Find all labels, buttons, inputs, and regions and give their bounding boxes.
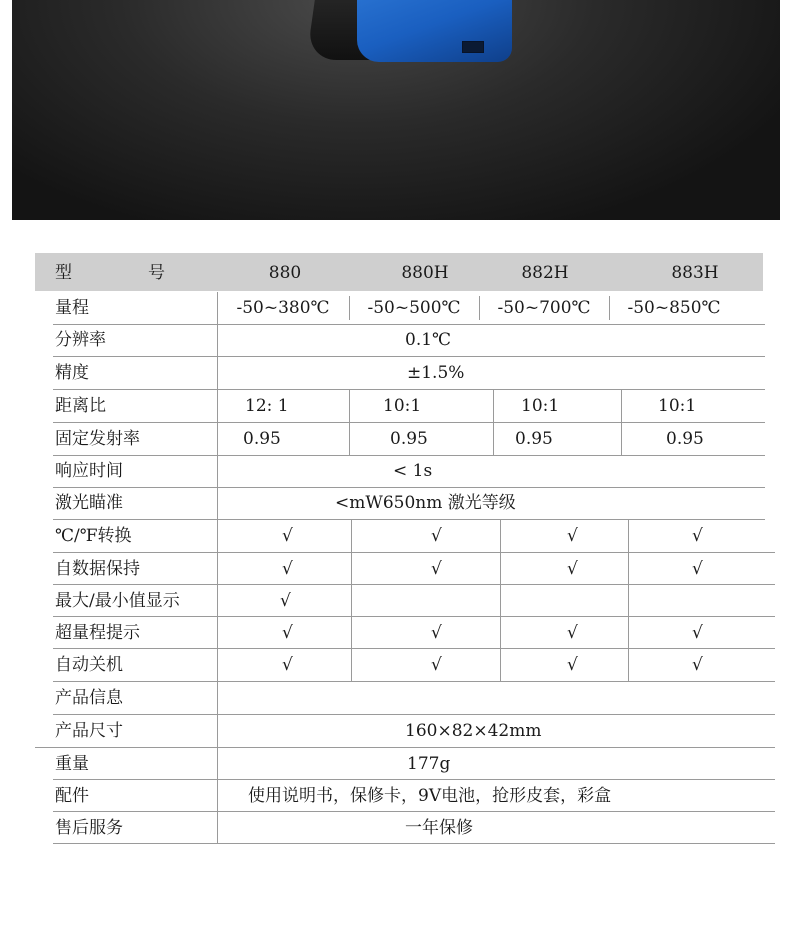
row-divider	[53, 681, 775, 682]
header-model-883h: 883H	[671, 263, 719, 283]
row-divider	[53, 843, 775, 844]
row-divider	[53, 455, 765, 456]
range-882h: -50~700℃	[497, 298, 591, 318]
row-label: 超量程提示	[55, 623, 140, 643]
table-row-max-min	[35, 585, 775, 617]
row-label: 产品信息	[55, 688, 123, 708]
row-divider	[53, 811, 775, 812]
auto-off-880: √	[282, 655, 293, 675]
table-row-size	[35, 715, 775, 747]
range-883h: -50~850℃	[627, 298, 721, 318]
row-divider	[53, 584, 775, 585]
weight-value: 177g	[407, 754, 451, 774]
row-label: 自动关机	[55, 655, 123, 675]
row-divider	[53, 389, 765, 390]
over-range-880h: √	[431, 623, 442, 643]
after-sales-value: 一年保修	[405, 818, 473, 838]
response-value: < 1s	[393, 461, 433, 481]
table-row-accuracy	[35, 357, 775, 389]
row-label: 重量	[55, 754, 89, 774]
column-divider	[351, 520, 352, 681]
column-divider	[609, 296, 610, 320]
ds-ratio-880: 12: 1	[245, 396, 289, 416]
label-column-divider	[217, 292, 218, 843]
table-row-after-sales	[35, 812, 775, 844]
ds-ratio-880h: 10:1	[383, 396, 422, 416]
data-hold-883h: √	[692, 559, 703, 579]
auto-off-880h: √	[431, 655, 442, 675]
data-hold-882h: √	[567, 559, 578, 579]
row-label: 配件	[55, 786, 89, 806]
table-row-range	[35, 292, 775, 324]
row-divider	[53, 324, 765, 325]
unit-switch-882h: √	[567, 526, 578, 546]
data-hold-880: √	[282, 559, 293, 579]
unit-switch-880h: √	[431, 526, 442, 546]
auto-off-882h: √	[567, 655, 578, 675]
row-divider	[53, 356, 765, 357]
header-model-label-b: 号	[148, 263, 165, 283]
table-row-laser	[35, 487, 775, 519]
device-body-shape	[357, 0, 512, 62]
emissivity-880h: 0.95	[390, 429, 428, 449]
accessories-value: 使用说明书，保修卡，9V电池，抢形皮套，彩盒	[248, 786, 612, 806]
column-divider	[500, 520, 501, 681]
over-range-882h: √	[567, 623, 578, 643]
row-divider	[53, 519, 765, 520]
row-label: 量程	[55, 298, 89, 318]
emissivity-883h: 0.95	[666, 429, 704, 449]
column-divider	[479, 296, 480, 320]
table-row-response	[35, 455, 775, 487]
row-divider	[35, 747, 775, 748]
table-row-accessories	[35, 780, 775, 812]
header-model-882h: 882H	[521, 263, 569, 283]
column-divider	[628, 520, 629, 681]
emissivity-880: 0.95	[243, 429, 281, 449]
row-label: 产品尺寸	[55, 721, 123, 741]
row-label: 自数据保持	[55, 559, 140, 579]
unit-switch-883h: √	[692, 526, 703, 546]
row-divider	[53, 552, 775, 553]
column-divider	[621, 390, 622, 455]
product-photo-banner	[12, 0, 780, 220]
table-row-resolution	[35, 324, 775, 356]
row-label: 响应时间	[55, 461, 123, 481]
auto-off-883h: √	[692, 655, 703, 675]
row-divider	[53, 422, 765, 423]
table-row-data-hold	[35, 553, 775, 585]
table-row-product-info	[35, 682, 775, 714]
table-row-unit-switch	[35, 520, 775, 552]
table-row-auto-off	[35, 649, 775, 681]
header-model-880h: 880H	[401, 263, 449, 283]
column-divider	[493, 390, 494, 455]
row-divider	[53, 648, 775, 649]
row-label: 距离比	[55, 396, 106, 416]
row-label: 激光瞄准	[55, 493, 123, 513]
table-row-weight	[35, 748, 775, 780]
row-divider	[53, 487, 765, 488]
device-slot-shape	[462, 41, 484, 53]
row-divider	[53, 714, 775, 715]
table-header-row	[35, 253, 763, 291]
table-row-ds-ratio	[35, 390, 775, 422]
table-row-emissivity	[35, 423, 775, 455]
header-model-label-a: 型	[55, 263, 72, 283]
unit-switch-880: √	[282, 526, 293, 546]
row-label: 精度	[55, 363, 89, 383]
header-model-880: 880	[268, 263, 302, 283]
over-range-880: √	[282, 623, 293, 643]
range-880: -50~380℃	[236, 298, 330, 318]
emissivity-882h: 0.95	[515, 429, 553, 449]
max-min-880: √	[280, 591, 291, 611]
resolution-value: 0.1℃	[405, 330, 452, 350]
table-row-over-range	[35, 617, 775, 649]
ds-ratio-882h: 10:1	[521, 396, 560, 416]
laser-value: <mW650nm 激光等级	[335, 493, 516, 513]
row-label: ℃/℉转换	[55, 526, 132, 546]
ds-ratio-883h: 10:1	[658, 396, 697, 416]
column-divider	[349, 390, 350, 455]
row-divider	[53, 779, 775, 780]
range-880h: -50~500℃	[367, 298, 461, 318]
accuracy-value: ±1.5%	[407, 363, 465, 383]
over-range-883h: √	[692, 623, 703, 643]
data-hold-880h: √	[431, 559, 442, 579]
row-label: 固定发射率	[55, 429, 140, 449]
row-label: 最大/最小值显示	[55, 591, 180, 611]
row-label: 分辨率	[55, 330, 106, 350]
row-label: 售后服务	[55, 818, 123, 838]
column-divider	[349, 296, 350, 320]
row-divider	[53, 616, 775, 617]
size-value: 160×82×42mm	[405, 721, 542, 741]
